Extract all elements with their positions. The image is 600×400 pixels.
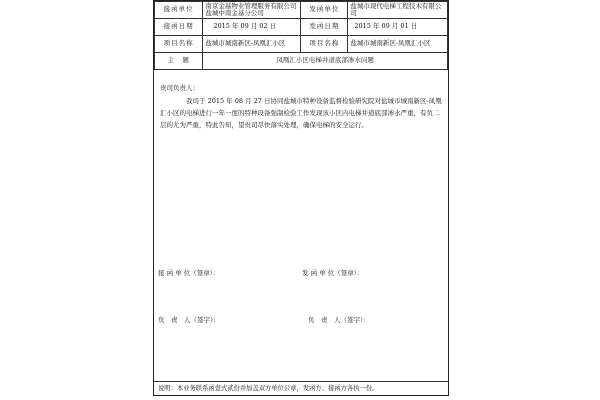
project-value: 盐城市城南新区-凤凰汇小区 [203,36,301,53]
header-table [154,1,448,70]
project-label-2: 项目名称 [301,36,348,53]
recv-person-signature: 负 责 人（签字）： [158,316,220,324]
project-label: 项目名称 [155,36,203,53]
letter-greeting: 贵司负责人： [160,84,199,92]
send-date-value: 2015 年 09 月 01 日 [348,19,448,36]
send-date-label: 发函日期 [301,19,348,36]
recv-unit-value: 南京金基物业管理服务有限公司盐城中南金基分公司 [203,2,301,19]
contact-letter-form [153,0,449,396]
recv-date-value: 2015 年 09 月 02 日 [203,19,301,36]
unit-row [155,2,448,19]
letter-paragraph: 我司于 2015 年 08 月 27 日协同盐城市特种设备监督检验研究院对盐城市城南新区-凤凰汇小区的电梯进行一年一度的特种设备强制检验工作发现该小区内电梯井道底部渗水严重，有负二层的尤为严重，特此告知，望贵司尽快落实处理，确保电梯的安全运行。 [160,97,442,129]
subject-label: 主 题 [155,53,203,70]
send-unit-label: 发函单位 [301,2,348,19]
project-row [155,36,448,53]
send-person-signature: 负 责 人（签字）： [308,316,370,324]
footer-note: 说明：本业务联系函壹式贰份并加盖双方单位公章，发函方、接函方各执一份。 [154,381,448,395]
letter-body [154,66,448,379]
subject-value: 凤凰汇小区电梯井道底部渗水问题 [203,53,448,70]
send-unit-value: 盐城市现代电梯工程技术有限公司 [348,2,448,19]
recv-unit-label: 接函单位 [155,2,203,19]
recv-unit-signature: 接 函 单 位（签章）： [158,269,220,277]
recv-date-label: 接函日期 [155,19,203,36]
date-row [155,19,448,36]
project-value-2: 盐城市城南新区-凤凰汇小区 [348,36,448,53]
send-unit-signature: 发 函 单 位（签章）： [302,269,364,277]
